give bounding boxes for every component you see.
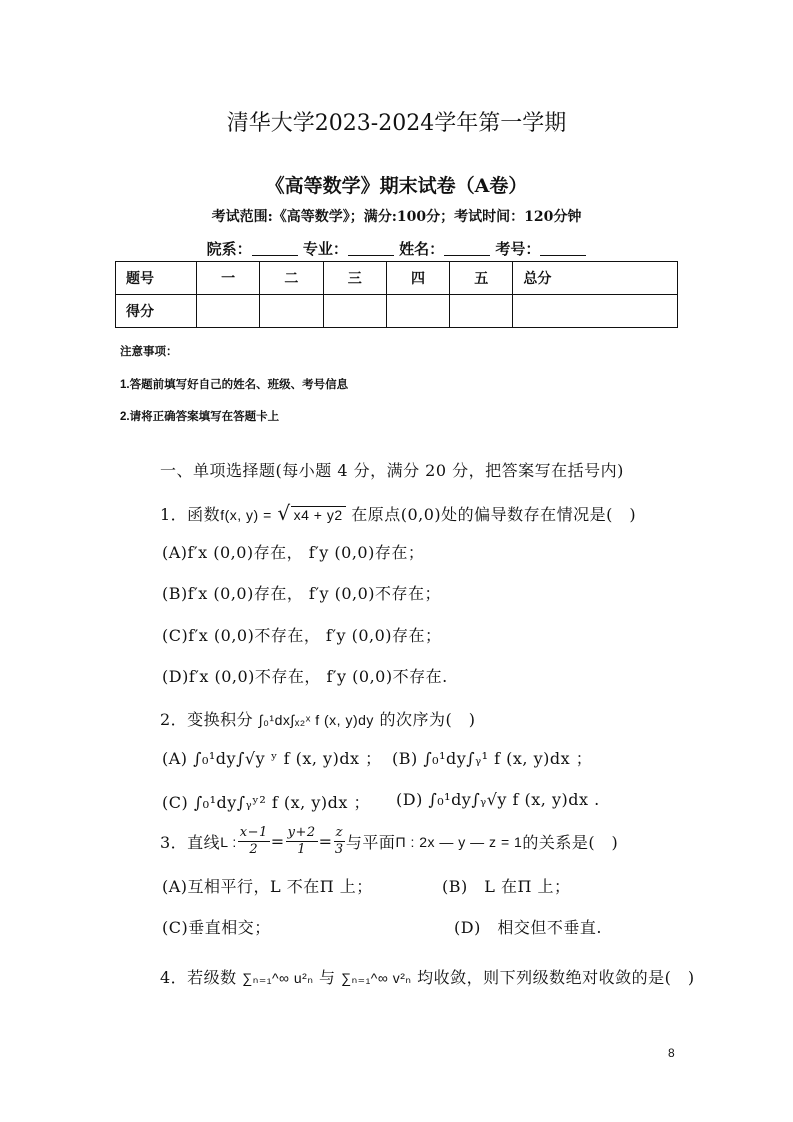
q4-series-2: ∑ₙ₌₁^∞ v²ₙ <box>341 970 412 986</box>
page-number: 8 <box>668 1046 675 1060</box>
score-table-score-row <box>116 295 678 328</box>
q1-option-b: (B)f′x (0,0)存在， f′y (0,0)不存在； <box>162 584 442 603</box>
q2-option-c: (C) ∫₀¹dy∫ᵧʸ² f (x, y)dx ； <box>162 793 370 812</box>
exam-title: 清华大学2023-2024学年第一学期 <box>226 111 567 136</box>
q2-option-b: (B) ∫₀¹dy∫ᵧ¹ f (x, y)dx ； <box>392 749 593 768</box>
q3-suffix: 的关系是( ) <box>522 833 619 852</box>
info-label-name: 姓名： <box>399 240 445 258</box>
q1-function: f(x, y) = <box>220 507 272 523</box>
q3-option-d: (D) 相交但不垂直. <box>454 918 602 937</box>
score-table-header-row <box>116 262 678 295</box>
question-3 <box>160 825 618 858</box>
q1-option-a: (A)f′x (0,0)存在， f′y (0,0)存在； <box>162 543 425 562</box>
table-cell: 三 <box>323 262 386 295</box>
question-4 <box>160 965 695 988</box>
q3-option-a: (A)互相平行，L 不在Π 上； <box>162 877 373 896</box>
fraction-denominator: 2 <box>249 842 259 857</box>
q2-integral: ∫₀¹dx∫ₓ₂ˣ f (x, y)dy <box>258 712 374 728</box>
table-cell: 五 <box>450 262 513 295</box>
fraction-denominator: 3 <box>334 842 344 857</box>
q1-option-c: (C)f′x (0,0)不存在， f′y (0,0)存在； <box>162 626 442 645</box>
score-cell[interactable] <box>513 295 678 328</box>
section-heading: 一、单项选择题(每小题 4 分，满分 20 分，把答案写在括号内) <box>160 461 624 480</box>
q4-prefix: 4．若级数 <box>160 968 237 987</box>
q2-suffix: 的次序为( ) <box>379 710 476 729</box>
department-blank[interactable] <box>252 241 298 256</box>
q3-option-c: (C)垂直相交； <box>162 918 271 937</box>
score-cell[interactable] <box>197 295 260 328</box>
score-cell[interactable] <box>450 295 513 328</box>
score-cell[interactable] <box>323 295 386 328</box>
q2-option-d: (D) ∫₀¹dy∫ᵧ√y f (x, y)dx . <box>396 790 600 809</box>
q3-fraction-1 <box>238 825 270 858</box>
table-cell: 四 <box>386 262 449 295</box>
table-cell: 二 <box>260 262 323 295</box>
id-blank[interactable] <box>540 241 586 256</box>
info-label-major: 专业： <box>302 240 348 258</box>
q3-fraction-3 <box>334 825 345 858</box>
q3-plane: Π : 2x — y — z = 1 <box>395 833 523 850</box>
q4-mid: 与 <box>319 968 336 987</box>
notes-heading: 注意事项： <box>120 346 178 358</box>
question-2 <box>160 707 475 730</box>
score-table <box>115 261 678 328</box>
info-label-department: 院系： <box>206 240 252 258</box>
name-blank[interactable] <box>444 241 490 256</box>
score-cell[interactable] <box>260 295 323 328</box>
student-info-line <box>0 238 793 259</box>
q3-fraction-2 <box>286 825 318 858</box>
q4-suffix: 均收敛，则下列级数绝对收敛的是( ) <box>417 968 695 987</box>
table-cell: 总分 <box>513 262 678 295</box>
notes-item-2: 2.请将正确答案填写在答题卡上 <box>120 411 280 423</box>
q3-mid: 与平面 <box>345 833 396 852</box>
fraction-numerator: z <box>335 825 343 840</box>
question-1 <box>160 501 636 525</box>
q2-prefix: 2．变换积分 <box>160 710 254 729</box>
q3-option-b: (B) L 在Π 上； <box>442 877 571 896</box>
major-blank[interactable] <box>348 241 394 256</box>
score-cell[interactable] <box>386 295 449 328</box>
fraction-numerator: x−1 <box>239 825 268 840</box>
table-cell: 得分 <box>116 295 197 328</box>
notes-item-1: 1.答题前填写好自己的姓名、班级、考号信息 <box>120 379 349 391</box>
q1-option-d: (D)f′x (0,0)不存在， f′y (0,0)不存在. <box>162 667 448 686</box>
q1-radicand: x4 + y2 <box>291 506 346 523</box>
q3-line-label: L : <box>220 833 237 850</box>
q3-prefix: 3．直线 <box>160 833 221 852</box>
sqrt-symbol: √ <box>277 501 291 525</box>
q1-prefix: 1．函数 <box>160 505 221 524</box>
table-cell: 题号 <box>116 262 197 295</box>
exam-subtitle: 《高等数学》期末试卷（A卷） <box>265 175 528 197</box>
table-cell: 一 <box>197 262 260 295</box>
fraction-numerator: y+2 <box>287 825 316 840</box>
exam-scope: 考试范围:《高等数学》；满分:100分；考试时间：120分钟 <box>211 209 582 225</box>
fraction-denominator: 1 <box>297 842 307 857</box>
info-label-id: 考号： <box>495 240 541 258</box>
equals-sign: = <box>318 832 333 851</box>
q1-suffix: 在原点(0,0)处的偏导数存在情况是( ) <box>351 505 637 524</box>
q4-series-1: ∑ₙ₌₁^∞ u²ₙ <box>242 970 314 986</box>
q2-option-a: (A) ∫₀¹dy∫√y ʸ f (x, y)dx ； <box>162 749 382 768</box>
equals-sign: = <box>270 832 285 851</box>
